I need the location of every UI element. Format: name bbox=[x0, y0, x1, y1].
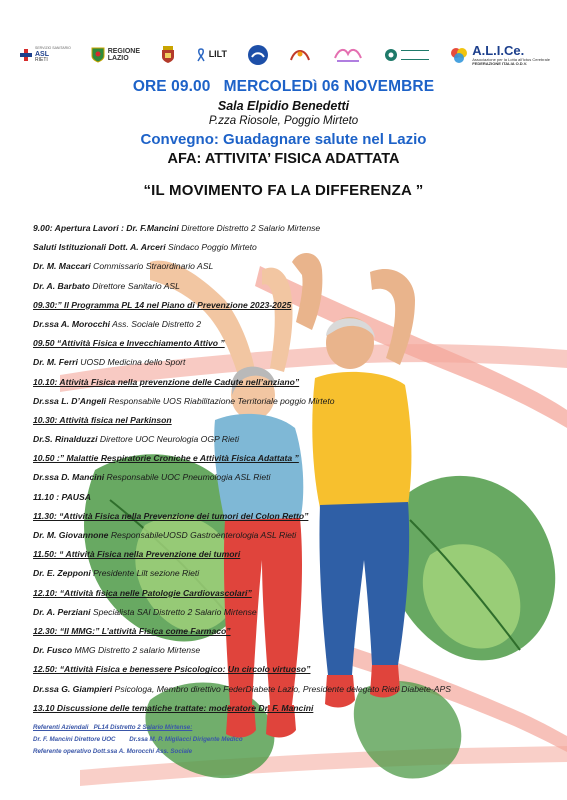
program-row-detail: Specialista SAI Distretto 2 Salario Mirtense bbox=[90, 606, 257, 617]
asl-name: ASL bbox=[35, 50, 49, 58]
program-row-detail: Responsabile UOC Pneumologia ASL Rieti bbox=[104, 472, 271, 483]
referents-block bbox=[33, 724, 533, 761]
program-row-bold: 12.10: “Attività fisica nelle Patologie Cardiovascolari” bbox=[33, 587, 252, 598]
program-row-detail: Responsabile UOS Riabilitazione Territoriale poggio Mirteto bbox=[106, 395, 335, 406]
alice-logo bbox=[449, 44, 550, 66]
program-row-bold: 10.30: Attività fisica nel Parkinson bbox=[33, 414, 172, 425]
asl-logo bbox=[20, 47, 71, 63]
program-row-bold: Dr.ssa D. Mancini bbox=[33, 472, 105, 483]
lazio-emblem-icon bbox=[91, 47, 105, 63]
logo-strip bbox=[20, 34, 550, 76]
program-row-detail: Psicologa, Membro direttivo FederDiabete Lazio, Presidente delegato Rieti Diabete-APS bbox=[112, 683, 451, 694]
program-row-detail: Commissario Straordinario ASL bbox=[90, 261, 214, 272]
alam-logo-icon bbox=[331, 44, 365, 66]
event-time-date: ORE 09.00 MERCOLEDì 06 NOVEMBRE bbox=[132, 78, 435, 95]
dist-badge-icon bbox=[247, 44, 269, 66]
program-row bbox=[33, 645, 543, 664]
lilt-name: LILT bbox=[208, 49, 228, 60]
program-row bbox=[33, 664, 543, 683]
asl-top-note: SERVIZIO SANITARIO bbox=[35, 45, 71, 50]
program-row bbox=[33, 453, 543, 472]
alice-brain-icon bbox=[449, 45, 469, 65]
program-row bbox=[33, 261, 543, 280]
program-row bbox=[33, 434, 543, 453]
program-row-bold: Dr.S. Rinalduzzi bbox=[33, 434, 98, 445]
program-row bbox=[33, 223, 543, 242]
program-row-bold: 11.50: “ Attività Fisica nella Prevenzione dei tumori bbox=[33, 549, 241, 560]
program-row-bold: 09.30:” Il Programma PL 14 nel Piano di Prevenzione 2023-2025 bbox=[33, 299, 292, 310]
program-row bbox=[33, 300, 543, 319]
asl-cross-icon bbox=[20, 48, 32, 62]
regione-line1: REGIONE bbox=[107, 47, 140, 55]
regione-lazio-logo bbox=[91, 47, 140, 63]
lilt-logo bbox=[196, 48, 227, 62]
program-row bbox=[33, 568, 543, 587]
event-venue: Sala Elpidio Benedetti bbox=[217, 99, 350, 113]
distretto-logo bbox=[247, 44, 269, 66]
program-row-bold: Dr. A. Perziani bbox=[33, 606, 91, 617]
program-row-bold: 11.10 : PAUSA bbox=[33, 491, 91, 502]
regione-line2: LAZIO bbox=[107, 55, 129, 62]
program-row-bold: Dr. M. Maccari bbox=[33, 261, 91, 272]
event-address: P.zza Riosole, Poggio Mirteto bbox=[208, 115, 359, 127]
program-row bbox=[33, 396, 543, 415]
conference-title: Convegno: Guadagnare salute nel Lazio bbox=[140, 131, 427, 148]
program-row bbox=[33, 415, 543, 434]
program-row-bold: Dr. Fusco bbox=[33, 645, 73, 656]
program-row-bold: 13.10 Discussione delle tematiche trattate: moderatore Dr. F. Mancini bbox=[33, 702, 314, 713]
referent-line: Dr. F. Mancini Direttore UOC Dr.ssa M. P. Migliacci Dirigente Medico bbox=[33, 736, 243, 744]
program-row-bold: 12.50: “Attività Fisica e benessere Psicologico: Un circolo virtuoso” bbox=[33, 664, 311, 675]
program-row-detail: Direttore UOC Neurologia OGP Rieti bbox=[97, 434, 239, 445]
program-row-detail: ResponsabileUOSD Gastroenterologia ASL Rieti bbox=[108, 530, 297, 540]
program-row bbox=[33, 377, 543, 396]
alice-sub1: Associazione per la Lotta all'Ictus Cerebrale bbox=[472, 56, 550, 62]
event-header bbox=[0, 78, 567, 199]
program-row bbox=[33, 588, 543, 607]
program-row-detail: UOSD Medicina dello Sport bbox=[77, 357, 186, 368]
program-row-bold: Dr. M. Ferri bbox=[33, 357, 78, 368]
program-row-bold: Dr. A. Barbato bbox=[33, 280, 90, 291]
afa-title: AFA: ATTIVITA’ FISICA ADATTATA bbox=[167, 151, 400, 167]
program-row bbox=[33, 530, 543, 549]
alam-logo bbox=[331, 44, 365, 66]
slogan: “IL MOVIMENTO FA LA DIFFERENZA ” bbox=[143, 182, 424, 199]
program-row-bold: 09.50 “Attività Fisica e Invecchiamento Attivo ” bbox=[33, 338, 225, 349]
program-row-bold: 9.00: Apertura Lavori : Dr. F.Mancini bbox=[33, 223, 179, 233]
program-row-bold: Dr. E. Zepponi bbox=[33, 568, 91, 579]
program-row bbox=[33, 607, 543, 626]
program-row bbox=[33, 703, 543, 722]
program-row-detail: Presidente Lilt sezione Rieti bbox=[90, 568, 200, 579]
program-row bbox=[33, 626, 543, 645]
program-row-bold: 10.10: Attività Fisica nella prevenzione delle Cadute nell’anziano” bbox=[33, 376, 300, 387]
program-row-detail: Sindaco Poggio Mirteto bbox=[165, 242, 257, 253]
program-row-detail: MMG Distretto 2 salario Mirtense bbox=[72, 645, 201, 656]
comune-logo bbox=[160, 46, 176, 64]
assoc-logo-icon bbox=[289, 46, 311, 64]
referent-line: Referente operativo Dott.ssa A. Morocchi Ass. Sociale bbox=[33, 748, 193, 756]
alice-title: A.L.I.Ce. bbox=[472, 42, 525, 58]
program-row bbox=[33, 281, 543, 300]
program-row bbox=[33, 549, 543, 568]
program-row-bold: Saluti Istituzionali Dott. A. Arceri bbox=[33, 242, 166, 253]
program-row-bold: 10.50 :” Malattie Respiratorie Croniche e Attività Fisica Adattata ” bbox=[33, 453, 299, 464]
program-row-bold: 12.30: “Il MMG:” L’attività Fisica come Farmaco” bbox=[33, 625, 231, 636]
program-row bbox=[33, 472, 543, 491]
program-row bbox=[33, 684, 543, 703]
program-list bbox=[33, 223, 543, 722]
program-row bbox=[33, 319, 543, 338]
program-row bbox=[33, 357, 543, 376]
program-row-bold: Dr.ssa L. D’Angeli bbox=[33, 395, 107, 406]
program-row bbox=[33, 338, 543, 357]
referent-line: Referenti Aziendali PL14 Distretto 2 Salario Mirtense: bbox=[33, 724, 193, 731]
associazione-logo bbox=[289, 46, 311, 64]
alice-sub2: FEDERAZIONE ITALIA O.D.V. bbox=[472, 60, 528, 66]
program-row-detail: Ass. Sociale Distretto 2 bbox=[110, 318, 201, 329]
program-row bbox=[33, 492, 543, 511]
program-row-detail: Direttore Distretto 2 Salario Mirtense bbox=[178, 223, 321, 233]
seal-logo-icon bbox=[384, 48, 398, 62]
seal-logo bbox=[384, 48, 429, 62]
program-row bbox=[33, 242, 543, 261]
program-row-detail: Direttore Sanitario ASL bbox=[89, 280, 180, 291]
program-row-bold: Dr.ssa A. Morocchi bbox=[33, 318, 111, 329]
comune-crest-icon bbox=[160, 46, 176, 64]
program-row-bold: Dr.ssa G. Giampieri bbox=[33, 683, 113, 694]
program-row-bold: Dr. M. Giovannone bbox=[33, 530, 109, 540]
program-row-bold: 11.30: “Attività Fisica nella Prevenzione dei tumori del Colon Retto” bbox=[33, 510, 309, 521]
program-row bbox=[33, 511, 543, 530]
lilt-ribbon-icon bbox=[196, 48, 206, 62]
asl-sub: RIETI bbox=[35, 56, 48, 63]
